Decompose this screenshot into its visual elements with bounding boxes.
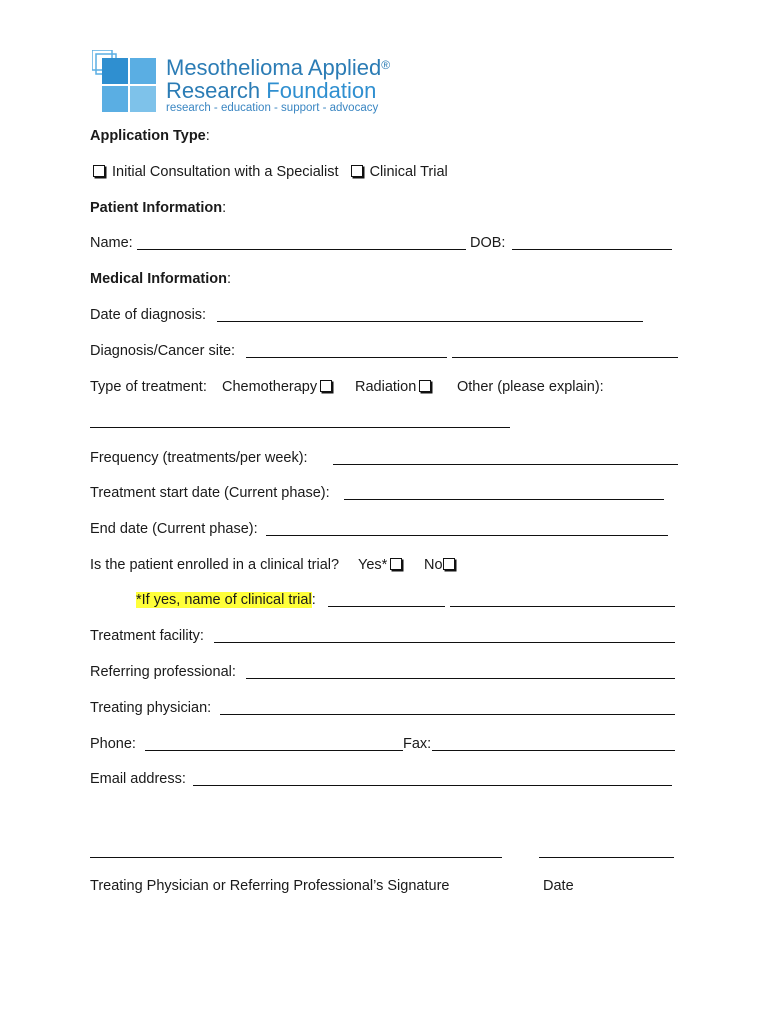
initial-consultation-checkbox[interactable]	[93, 165, 105, 177]
patient-information-heading: Patient Information:	[90, 200, 227, 216]
registered-mark: ®	[381, 58, 391, 72]
signature-label: Treating Physician or Referring Professional’s Signature	[90, 878, 450, 894]
logo-line2-research: Research	[166, 78, 267, 103]
end-date-field[interactable]	[266, 535, 668, 536]
yes-option	[358, 556, 405, 574]
treating-physician-label: Treating physician:	[90, 700, 212, 716]
logo-text	[166, 56, 390, 114]
medical-information-heading: Medical Information:	[90, 271, 231, 287]
clinical-trial-name-field-2[interactable]	[450, 606, 675, 607]
other-explain-field[interactable]	[90, 427, 510, 428]
if-yes-clinical-trial-label: *If yes, name of clinical trial:	[136, 592, 316, 608]
clinical-trial-question: Is the patient enrolled in a clinical trial?	[90, 557, 340, 573]
phone-label: Phone:	[90, 736, 136, 752]
logo-mark-icon	[92, 50, 160, 118]
logo-line1: Mesothelioma Applied	[166, 55, 382, 80]
initial-consultation-label: Initial Consultation with a Specialist	[112, 164, 339, 180]
clinical-trial-name-field-1[interactable]	[328, 606, 445, 607]
date-of-diagnosis-label: Date of diagnosis:	[90, 307, 207, 323]
referring-professional-label: Referring professional:	[90, 664, 236, 680]
name-field[interactable]	[137, 249, 466, 250]
other-label: Other (please explain):	[457, 379, 604, 395]
treatment-facility-label: Treatment facility:	[90, 628, 204, 644]
yes-checkbox[interactable]	[390, 558, 402, 570]
fax-label: Fax:	[403, 736, 432, 752]
treatment-type-label: Type of treatment:	[90, 379, 207, 395]
end-date-label: End date (Current phase):	[90, 521, 258, 537]
radiation-option	[355, 378, 434, 396]
clinical-trial-checkbox[interactable]	[351, 165, 363, 177]
signature-field[interactable]	[90, 857, 502, 858]
application-type-heading: Application Type:	[90, 128, 210, 144]
no-option	[424, 556, 458, 574]
referring-professional-field[interactable]	[246, 678, 675, 679]
treating-physician-field[interactable]	[220, 714, 675, 715]
name-label: Name:	[90, 235, 133, 251]
dob-label: DOB:	[470, 235, 506, 251]
phone-field[interactable]	[145, 750, 403, 751]
yes-label: Yes*	[358, 557, 388, 573]
fax-field[interactable]	[432, 750, 675, 751]
date-of-diagnosis-field[interactable]	[217, 321, 643, 322]
chemotherapy-label: Chemotherapy	[222, 379, 318, 395]
email-label: Email address:	[90, 771, 186, 787]
no-label: No	[424, 557, 443, 573]
signature-date-label: Date	[543, 878, 574, 894]
application-type-options	[90, 163, 448, 181]
frequency-field[interactable]	[333, 464, 678, 465]
frequency-label: Frequency (treatments/per week):	[90, 450, 308, 466]
dob-field[interactable]	[512, 249, 672, 250]
email-field[interactable]	[193, 785, 672, 786]
radiation-checkbox[interactable]	[419, 380, 431, 392]
diagnosis-site-field-2[interactable]	[452, 357, 678, 358]
start-date-label: Treatment start date (Current phase):	[90, 485, 330, 501]
clinical-trial-label: Clinical Trial	[369, 164, 448, 180]
no-checkbox[interactable]	[443, 558, 455, 570]
logo-line2-foundation: Foundation	[266, 78, 377, 103]
radiation-label: Radiation	[355, 379, 417, 395]
diagnosis-site-label: Diagnosis/Cancer site:	[90, 343, 236, 359]
treatment-facility-field[interactable]	[214, 642, 675, 643]
signature-date-field[interactable]	[539, 857, 674, 858]
chemotherapy-checkbox[interactable]	[320, 380, 332, 392]
start-date-field[interactable]	[344, 499, 664, 500]
diagnosis-site-field-1[interactable]	[246, 357, 447, 358]
chemotherapy-option	[222, 378, 335, 396]
logo-tagline: research - education - support - advocacy	[166, 102, 379, 114]
